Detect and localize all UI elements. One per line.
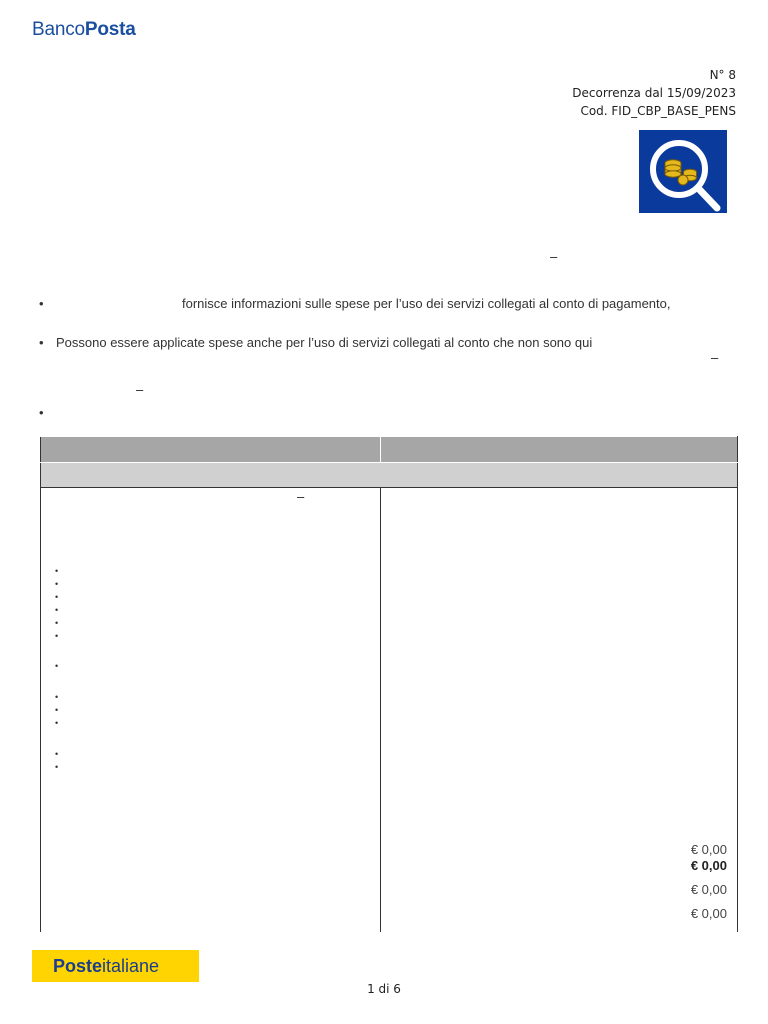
table-subheader-row — [41, 463, 738, 488]
cost-amount-total: € 0,00 — [690, 858, 727, 873]
document-meta — [572, 66, 736, 120]
list-bullet: • — [55, 692, 59, 702]
list-bullet: • — [55, 631, 59, 641]
bullet-marker: • — [39, 405, 44, 420]
service-cell — [41, 488, 381, 933]
bullet-2-text: Possono essere applicate spese anche per l’uso di servizi collegati al conto che non sono qui — [56, 335, 593, 350]
bullet-marker: • — [39, 335, 44, 350]
brand-part2: Posta — [84, 19, 136, 40]
fees-table — [40, 436, 738, 932]
table-dash: – — [297, 489, 305, 504]
cost-cell — [381, 488, 738, 933]
bullet-1-text: fornisce informazioni sulle spese per l’uso dei servizi collegati al conto di pagamento, — [182, 296, 671, 311]
bullet-2-dash: – — [711, 350, 719, 365]
doc-number: N° 8 — [709, 68, 736, 82]
bullet-marker: • — [39, 296, 44, 311]
page-number: 1 di 6 — [367, 982, 401, 996]
magnifier-coins-icon — [639, 130, 727, 213]
list-bullet: • — [55, 566, 59, 576]
brand-part1: Banco — [32, 19, 85, 40]
poste-part2: italiane — [102, 955, 160, 976]
table-header-row — [41, 437, 738, 463]
table-subheader-cell — [41, 463, 738, 488]
title-dash: – — [550, 249, 558, 264]
list-bullet: • — [55, 618, 59, 628]
list-bullet: • — [55, 579, 59, 589]
list-bullet: • — [55, 605, 59, 615]
effective-date: Decorrenza dal 15/09/2023 — [572, 86, 736, 100]
bancoposta-logo — [32, 19, 136, 41]
list-bullet: • — [55, 749, 59, 759]
list-bullet: • — [55, 762, 59, 772]
bullet-2-dash: – — [136, 382, 144, 397]
list-bullet: • — [55, 718, 59, 728]
list-bullet: • — [55, 705, 59, 715]
doc-code: Cod. FID_CBP_BASE_PENS — [580, 104, 736, 118]
poste-part1: Poste — [53, 955, 103, 976]
posteitaliane-logo — [32, 950, 199, 982]
cost-amount: € 0,00 — [690, 882, 727, 897]
cost-amount: € 0,00 — [690, 906, 727, 921]
table-header-cell — [41, 437, 381, 463]
table-header-cell — [381, 437, 738, 463]
cost-amount: € 0,00 — [690, 842, 727, 857]
table-row — [41, 488, 738, 933]
list-bullet: • — [55, 661, 59, 671]
list-bullet: • — [55, 592, 59, 602]
